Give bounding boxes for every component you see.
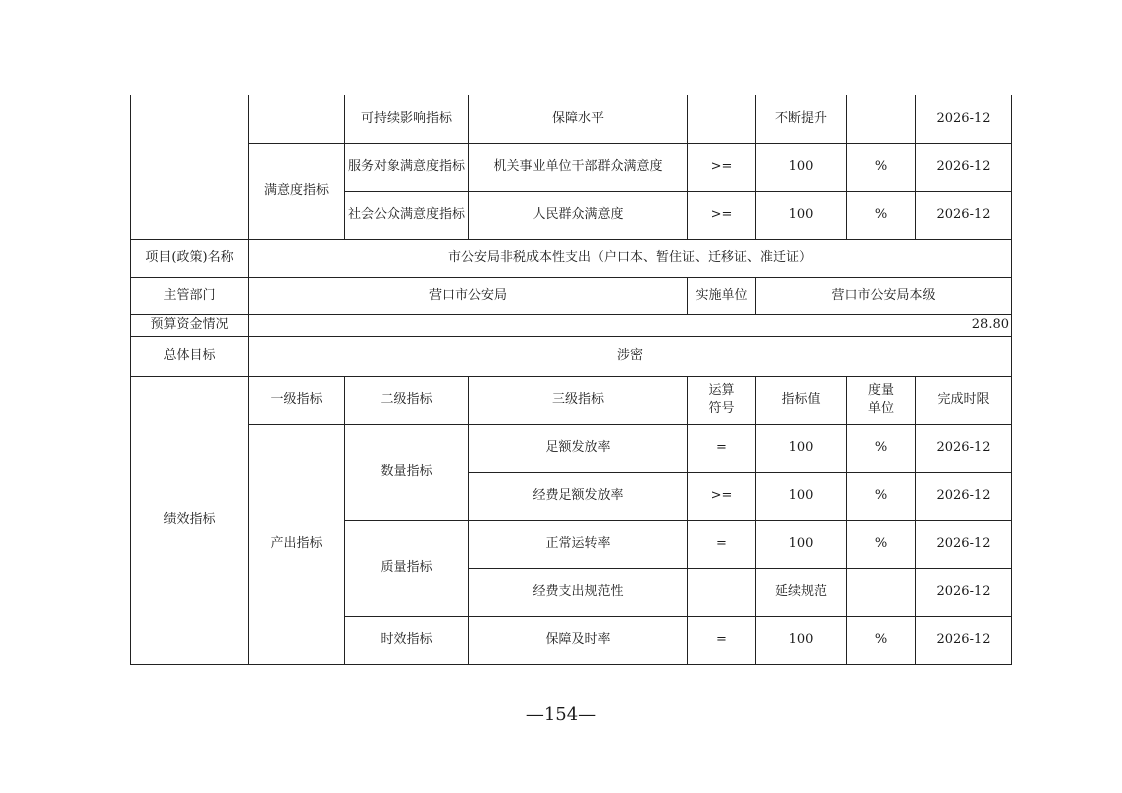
level3-cell: 保障及时率 <box>469 616 688 664</box>
implementer-label: 实施单位 <box>688 277 756 314</box>
op-cell: >= <box>688 472 756 520</box>
header-deadline: 完成时限 <box>916 376 1012 424</box>
op-cell <box>688 568 756 616</box>
budget-value: 28.80 <box>249 314 1012 336</box>
header-row <box>131 376 1012 424</box>
unit-cell: % <box>847 143 916 191</box>
deadline-cell: 2026-12 <box>916 472 1012 520</box>
op-cell <box>688 95 756 143</box>
level3-cell: 正常运转率 <box>469 520 688 568</box>
value-cell: 100 <box>756 191 847 239</box>
project-name-value: 市公安局非税成本性支出（户口本、暂住证、迁移证、准迁证） <box>249 239 1012 277</box>
header-level3: 三级指标 <box>469 376 688 424</box>
value-cell: 不断提升 <box>756 95 847 143</box>
department-label: 主管部门 <box>131 277 249 314</box>
table-row <box>131 424 1012 472</box>
unit-cell <box>847 568 916 616</box>
unit-cell: % <box>847 424 916 472</box>
table-row <box>131 95 1012 143</box>
implementer-value: 营口市公安局本级 <box>756 277 1012 314</box>
value-cell: 延续规范 <box>756 568 847 616</box>
deadline-cell: 2026-12 <box>916 143 1012 191</box>
value-cell: 100 <box>756 472 847 520</box>
goal-row <box>131 336 1012 376</box>
value-cell: 100 <box>756 143 847 191</box>
level3-cell: 足额发放率 <box>469 424 688 472</box>
quantity-label: 数量指标 <box>345 424 469 520</box>
deadline-cell: 2026-12 <box>916 568 1012 616</box>
unit-cell: % <box>847 472 916 520</box>
continued-level1-cell <box>249 95 345 143</box>
level3-cell: 机关事业单位干部群众满意度 <box>469 143 688 191</box>
unit-cell: % <box>847 616 916 664</box>
unit-cell: % <box>847 191 916 239</box>
value-cell: 100 <box>756 424 847 472</box>
goal-value: 涉密 <box>249 336 1012 376</box>
header-unit-line2: 单位 <box>867 401 894 416</box>
table-row <box>131 143 1012 191</box>
project-name-row <box>131 239 1012 277</box>
level3-cell: 保障水平 <box>469 95 688 143</box>
budget-row <box>131 314 1012 336</box>
deadline-cell: 2026-12 <box>916 191 1012 239</box>
timeliness-label: 时效指标 <box>345 616 469 664</box>
header-unit <box>847 376 916 424</box>
department-row <box>131 277 1012 314</box>
header-op-line1: 运算 <box>708 383 735 398</box>
level2-cell: 社会公众满意度指标 <box>345 191 469 239</box>
op-cell: = <box>688 424 756 472</box>
level3-cell: 人民群众满意度 <box>469 191 688 239</box>
department-value: 营口市公安局 <box>249 277 688 314</box>
performance-label: 绩效指标 <box>131 376 249 664</box>
page-number: —154— <box>525 704 597 725</box>
level3-cell: 经费支出规范性 <box>469 568 688 616</box>
unit-cell <box>847 95 916 143</box>
goal-label: 总体目标 <box>131 336 249 376</box>
header-value: 指标值 <box>756 376 847 424</box>
unit-cell: % <box>847 520 916 568</box>
deadline-cell: 2026-12 <box>916 520 1012 568</box>
op-cell: >= <box>688 143 756 191</box>
performance-table <box>130 95 1012 665</box>
level3-cell: 经费足额发放率 <box>469 472 688 520</box>
header-unit-line1: 度量 <box>867 383 894 398</box>
output-label: 产出指标 <box>249 424 345 664</box>
value-cell: 100 <box>756 616 847 664</box>
value-cell: 100 <box>756 520 847 568</box>
deadline-cell: 2026-12 <box>916 95 1012 143</box>
op-cell: >= <box>688 191 756 239</box>
header-level1: 一级指标 <box>249 376 345 424</box>
level2-cell: 可持续影响指标 <box>345 95 469 143</box>
header-level2: 二级指标 <box>345 376 469 424</box>
header-op <box>688 376 756 424</box>
continued-level0-cell <box>131 95 249 239</box>
op-cell: = <box>688 520 756 568</box>
header-op-line2: 符号 <box>708 401 735 416</box>
op-cell: = <box>688 616 756 664</box>
budget-label: 预算资金情况 <box>131 314 249 336</box>
satisfaction-label: 满意度指标 <box>249 143 345 239</box>
level2-cell: 服务对象满意度指标 <box>345 143 469 191</box>
deadline-cell: 2026-12 <box>916 424 1012 472</box>
quality-label: 质量指标 <box>345 520 469 616</box>
deadline-cell: 2026-12 <box>916 616 1012 664</box>
project-name-label: 项目(政策)名称 <box>131 239 249 277</box>
